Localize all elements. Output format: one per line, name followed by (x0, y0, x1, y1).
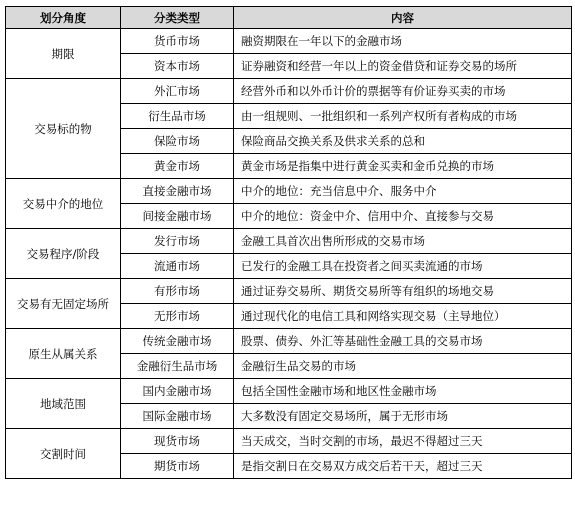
market-classification-table (5, 6, 572, 479)
type-cell: 外汇市场 (121, 79, 234, 104)
content-cell: 中介的地位：资金中介、信用中介、直接参与交易 (234, 204, 572, 229)
content-cell: 融资期限在一年以下的金融市场 (234, 29, 572, 54)
type-cell: 现货市场 (121, 429, 234, 454)
content-cell: 金融工具首次出售所形成的交易市场 (234, 229, 572, 254)
content-cell: 中介的地位：充当信息中介、服务中介 (234, 179, 572, 204)
header-dimension: 划分角度 (6, 7, 121, 29)
dimension-cell: 地域范围 (6, 379, 121, 429)
type-cell: 直接金融市场 (121, 179, 234, 204)
type-cell: 流通市场 (121, 254, 234, 279)
type-cell: 国内金融市场 (121, 379, 234, 404)
type-cell: 国际金融市场 (121, 404, 234, 429)
dimension-cell: 交易中介的地位 (6, 179, 121, 229)
content-cell: 大多数没有固定交易场所，属于无形市场 (234, 404, 572, 429)
table-row (6, 229, 572, 254)
type-cell: 发行市场 (121, 229, 234, 254)
type-cell: 期货市场 (121, 454, 234, 479)
table-row (6, 29, 572, 54)
content-cell: 保险商品交换关系及供求关系的总和 (234, 129, 572, 154)
dimension-cell: 原生从属关系 (6, 329, 121, 379)
header-content: 内容 (234, 7, 572, 29)
table-row (6, 429, 572, 454)
content-cell: 是指交割日在交易双方成交后若干天，超过三天 (234, 454, 572, 479)
table-row (6, 329, 572, 354)
content-cell: 证券融资和经营一年以上的资金借贷和证券交易的场所 (234, 54, 572, 79)
content-cell: 已发行的金融工具在投资者之间买卖流通的市场 (234, 254, 572, 279)
table-container (5, 6, 572, 479)
content-cell: 经营外币和以外币计价的票据等有价证券买卖的市场 (234, 79, 572, 104)
content-cell: 当天成交，当时交割的市场，最迟不得超过三天 (234, 429, 572, 454)
table-row (6, 379, 572, 404)
dimension-cell: 交易程序/阶段 (6, 229, 121, 279)
content-cell: 股票、债券、外汇等基础性金融工具的交易市场 (234, 329, 572, 354)
table-row (6, 279, 572, 304)
dimension-cell: 交易标的物 (6, 79, 121, 179)
content-cell: 金融衍生品交易的市场 (234, 354, 572, 379)
content-cell: 通过现代化的电信工具和网络实现交易（主导地位） (234, 304, 572, 329)
type-cell: 间接金融市场 (121, 204, 234, 229)
content-cell: 包括全国性金融市场和地区性金融市场 (234, 379, 572, 404)
type-cell: 金融衍生品市场 (121, 354, 234, 379)
header-row (6, 7, 572, 29)
type-cell: 货币市场 (121, 29, 234, 54)
type-cell: 无形市场 (121, 304, 234, 329)
type-cell: 黄金市场 (121, 154, 234, 179)
content-cell: 通过证券交易所、期货交易所等有组织的场地交易 (234, 279, 572, 304)
type-cell: 保险市场 (121, 129, 234, 154)
content-cell: 黄金市场是指集中进行黄金买卖和金币兑换的市场 (234, 154, 572, 179)
dimension-cell: 期限 (6, 29, 121, 79)
type-cell: 有形市场 (121, 279, 234, 304)
type-cell: 衍生品市场 (121, 104, 234, 129)
type-cell: 资本市场 (121, 54, 234, 79)
dimension-cell: 交割时间 (6, 429, 121, 479)
table-row (6, 79, 572, 104)
table-row (6, 179, 572, 204)
type-cell: 传统金融市场 (121, 329, 234, 354)
header-type: 分类类型 (121, 7, 234, 29)
content-cell: 由一组规则、一批组织和一系列产权所有者构成的市场 (234, 104, 572, 129)
dimension-cell: 交易有无固定场所 (6, 279, 121, 329)
